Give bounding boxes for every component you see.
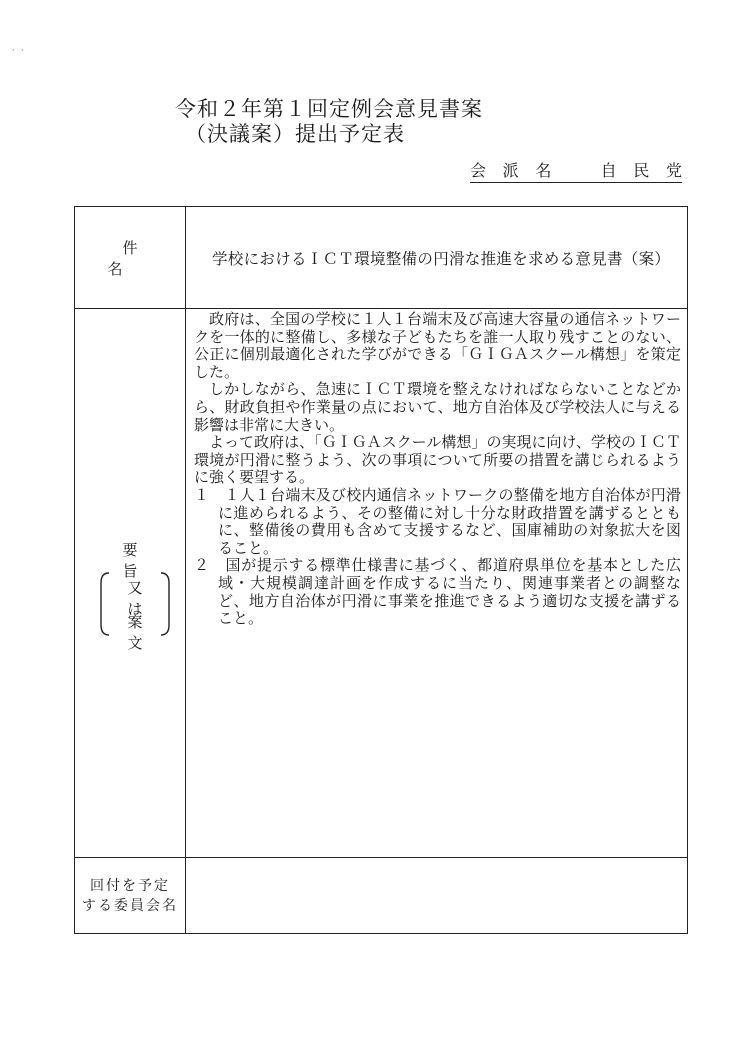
summary-sublabel-2: 案 文	[127, 613, 194, 652]
faction-name: 自民党	[600, 161, 682, 180]
subject-row	[75, 207, 688, 309]
committee-value	[186, 858, 688, 934]
summary-label-cell	[75, 309, 205, 858]
subject-value: 学校におけるＩＣＴ環境整備の円滑な推進を求める意見書（案）	[186, 207, 688, 309]
committee-label-line-1: 回付を予定	[90, 877, 170, 894]
summary-item: ２ 国が提示する標準仕様書に基づく、都道府県単位を基本とした広域・大規模調達計画を作成するに当たり、関連事業者との調整など、地方自治体が円滑に事業を推進できるよう適切な支援を講ずること。	[194, 556, 681, 628]
submission-table	[74, 206, 688, 934]
subject-label: 件 名	[107, 238, 213, 278]
subject-label-cell	[75, 207, 213, 309]
summary-item: １ １人１台端末及び校内通信ネットワークの整備を地方自治体が円滑に進められるよう、その整備に対し十分な財政措置を講ずるとともに、整備後の費用も含めて支援するなど、国庫補助の対象拡大を図ること。	[194, 485, 681, 557]
summary-label: 要 旨	[122, 541, 205, 580]
summary-body	[186, 311, 687, 628]
summary-sublabel-1: 又 は	[127, 579, 194, 618]
committee-label-cell	[75, 858, 186, 934]
title-line-2: （決議案）提出予定表	[185, 122, 405, 146]
summary-paragraph: 政府は、全国の学校に１人１台端末及び高速大容量の通信ネットワークを一体的に整備し、多様な子どもたちを誰一人取り残すことのない、公正に個別最適化された学びができる「ＧＩＧＡスクール構想」を策定した。	[194, 310, 681, 381]
summary-paragraph: しかしながら、急速にＩＣＴ環境を整えなければならないことなどから、財政負担や作業量の点において、地方自治体及び学校法人に与える影響は非常に大きい。	[194, 380, 681, 434]
committee-label-line-2: する委員会名	[82, 897, 178, 914]
summary-body-cell	[186, 309, 688, 858]
faction-label: 会派名	[470, 161, 568, 180]
title-line-1: 令和２年第１回定例会意見書案	[175, 97, 483, 121]
summary-paragraph: よって政府は、「ＧＩＧＡスクール構想」の実現に向け、学校のＩＣＴ環境が円滑に整うよう、次の事項について所要の措置を講じられるように強く要望する。	[194, 433, 681, 487]
committee-row	[75, 858, 688, 934]
summary-sublabel-bracket	[99, 571, 194, 652]
summary-row	[75, 309, 688, 858]
faction-line	[470, 160, 682, 183]
scan-speck: · ·	[12, 46, 26, 55]
